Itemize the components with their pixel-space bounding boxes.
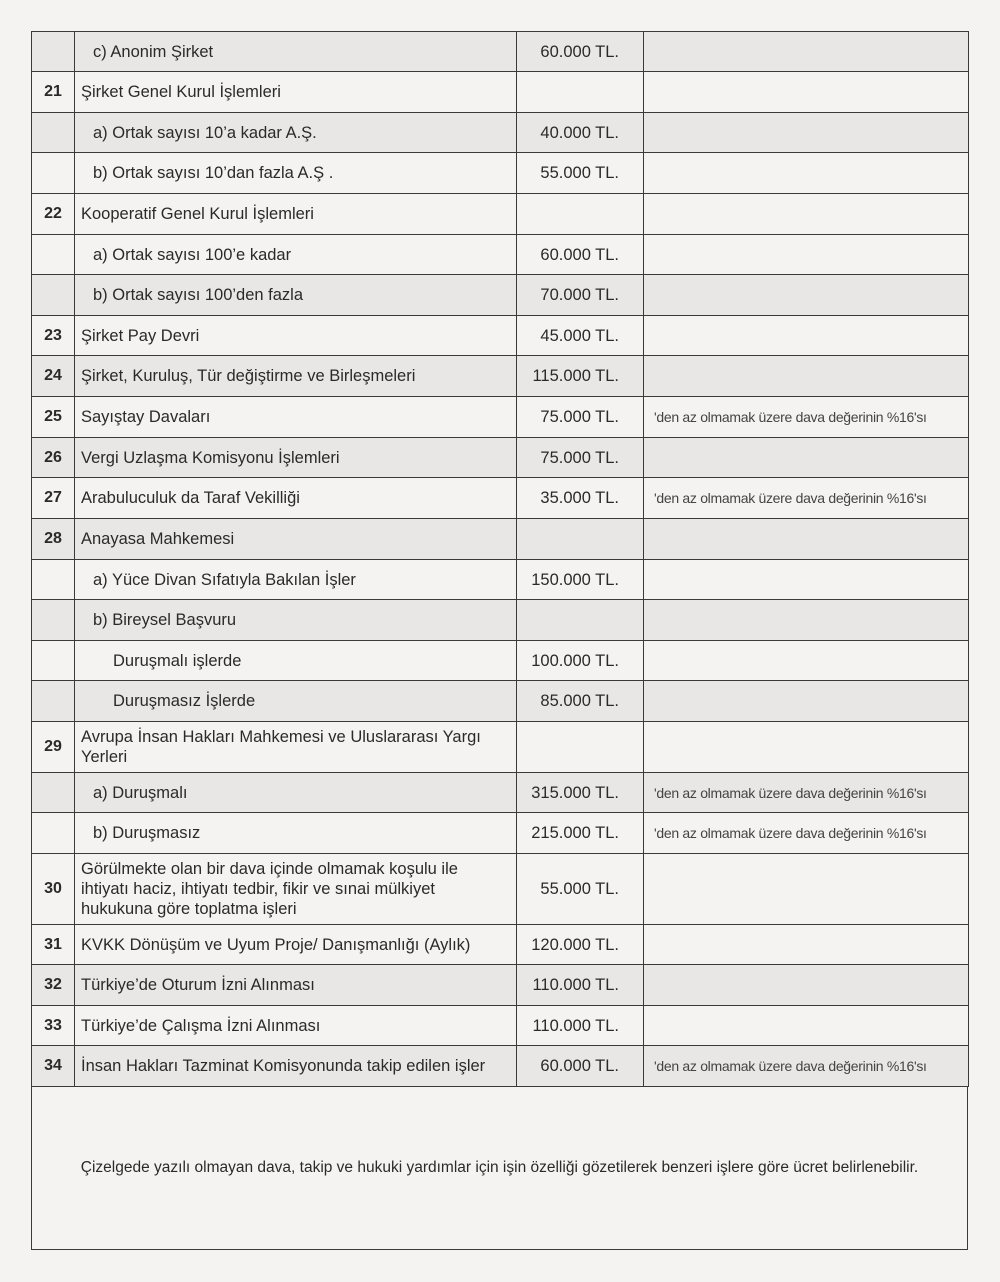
row-note: [644, 641, 969, 681]
table-row: [32, 316, 969, 356]
row-number: 24: [32, 356, 75, 397]
row-description: Duruşmasız İşlerde: [75, 681, 517, 722]
row-number: [32, 153, 75, 194]
row-amount: 60.000 TL.: [517, 1046, 644, 1087]
row-amount: 215.000 TL.: [517, 813, 644, 854]
row-amount: 35.000 TL.: [517, 478, 644, 519]
row-note: 'den az olmamak üzere dava değerinin %16'sı: [644, 397, 969, 438]
row-number: [32, 275, 75, 316]
row-amount: 70.000 TL.: [517, 275, 644, 316]
table-row: [32, 153, 969, 194]
row-description: Şirket, Kuruluş, Tür değiştirme ve Birleşmeleri: [75, 356, 517, 397]
row-amount: [517, 600, 644, 641]
row-amount: 85.000 TL.: [517, 681, 644, 722]
table-row: [32, 965, 969, 1006]
row-note: [644, 1006, 969, 1046]
table-row: [32, 478, 969, 519]
row-description: Arabuluculuk da Taraf Vekilliği: [75, 478, 517, 519]
row-description: Anayasa Mahkemesi: [75, 519, 517, 560]
row-number: 29: [32, 722, 75, 773]
fee-table-body: [32, 32, 969, 1087]
row-number: [32, 600, 75, 641]
row-number: 31: [32, 925, 75, 965]
row-number: 32: [32, 965, 75, 1006]
row-description: Görülmekte olan bir dava içinde olmamak koşulu ile ihtiyatı haciz, ihtiyatı tedbir, fikir ve sınai mülkiyet hukukuna göre toplatma işleri: [75, 854, 517, 925]
row-note: [644, 194, 969, 235]
row-description: b) Ortak sayısı 100’den fazla: [75, 275, 517, 316]
table-row: [32, 519, 969, 560]
row-amount: 115.000 TL.: [517, 356, 644, 397]
row-note: [644, 356, 969, 397]
row-description: Kooperatif Genel Kurul İşlemleri: [75, 194, 517, 235]
row-note: [644, 275, 969, 316]
row-number: [32, 560, 75, 600]
row-note: [644, 235, 969, 275]
row-number: 27: [32, 478, 75, 519]
row-description: a) Yüce Divan Sıfatıyla Bakılan İşler: [75, 560, 517, 600]
row-description: Vergi Uzlaşma Komisyonu İşlemleri: [75, 438, 517, 478]
footer-text: Çizelgede yazılı olmayan dava, takip ve hukuki yardımlar için işin özelliği gözetilerek benzeri işlere göre ücret belirlenebilir.: [80, 1159, 919, 1176]
table-row: [32, 722, 969, 773]
row-amount: 315.000 TL.: [517, 773, 644, 813]
row-note: [644, 854, 969, 925]
row-number: 26: [32, 438, 75, 478]
row-note: [644, 722, 969, 773]
table-row: [32, 773, 969, 813]
row-description: a) Ortak sayısı 10’a kadar A.Ş.: [75, 113, 517, 153]
row-description: İnsan Hakları Tazminat Komisyonunda takip edilen işler: [75, 1046, 517, 1087]
table-row: [32, 32, 969, 72]
row-note: [644, 113, 969, 153]
table-row: [32, 854, 969, 925]
row-description: a) Ortak sayısı 100’e kadar: [75, 235, 517, 275]
row-note: [644, 438, 969, 478]
row-amount: 120.000 TL.: [517, 925, 644, 965]
table-row: [32, 560, 969, 600]
table-row: [32, 275, 969, 316]
row-description: Sayıştay Davaları: [75, 397, 517, 438]
row-amount: [517, 72, 644, 113]
row-description: Avrupa İnsan Hakları Mahkemesi ve Uluslararası Yargı Yerleri: [75, 722, 517, 773]
row-description: a) Duruşmalı: [75, 773, 517, 813]
row-note: [644, 32, 969, 72]
row-number: 34: [32, 1046, 75, 1087]
row-description: Şirket Genel Kurul İşlemleri: [75, 72, 517, 113]
table-row: [32, 681, 969, 722]
row-note: 'den az olmamak üzere dava değerinin %16'sı: [644, 1046, 969, 1087]
row-amount: [517, 722, 644, 773]
row-description: KVKK Dönüşüm ve Uyum Proje/ Danışmanlığı (Aylık): [75, 925, 517, 965]
row-amount: 75.000 TL.: [517, 438, 644, 478]
table-row: [32, 813, 969, 854]
row-amount: 110.000 TL.: [517, 1006, 644, 1046]
row-amount: 60.000 TL.: [517, 32, 644, 72]
row-amount: 55.000 TL.: [517, 153, 644, 194]
table-row: [32, 356, 969, 397]
row-description: c) Anonim Şirket: [75, 32, 517, 72]
row-number: [32, 113, 75, 153]
row-amount: 40.000 TL.: [517, 113, 644, 153]
row-amount: [517, 194, 644, 235]
row-description: Türkiye’de Oturum İzni Alınması: [75, 965, 517, 1006]
footer-note: [31, 1087, 968, 1250]
table-row: [32, 194, 969, 235]
row-description: b) Bireysel Başvuru: [75, 600, 517, 641]
row-amount: 55.000 TL.: [517, 854, 644, 925]
row-note: [644, 600, 969, 641]
row-number: 22: [32, 194, 75, 235]
row-note: [644, 316, 969, 356]
row-number: 33: [32, 1006, 75, 1046]
row-amount: 100.000 TL.: [517, 641, 644, 681]
row-note: 'den az olmamak üzere dava değerinin %16'sı: [644, 773, 969, 813]
row-note: [644, 519, 969, 560]
row-note: [644, 72, 969, 113]
table-row: [32, 600, 969, 641]
row-amount: [517, 519, 644, 560]
row-description: Duruşmalı işlerde: [75, 641, 517, 681]
row-amount: 75.000 TL.: [517, 397, 644, 438]
row-note: 'den az olmamak üzere dava değerinin %16'sı: [644, 813, 969, 854]
row-note: 'den az olmamak üzere dava değerinin %16'sı: [644, 478, 969, 519]
row-description: Şirket Pay Devri: [75, 316, 517, 356]
row-amount: 45.000 TL.: [517, 316, 644, 356]
row-number: 25: [32, 397, 75, 438]
row-number: 21: [32, 72, 75, 113]
row-number: 23: [32, 316, 75, 356]
row-description: b) Duruşmasız: [75, 813, 517, 854]
table-row: [32, 438, 969, 478]
row-number: 28: [32, 519, 75, 560]
fee-table: [31, 31, 969, 1087]
row-number: [32, 32, 75, 72]
row-number: [32, 641, 75, 681]
row-amount: 110.000 TL.: [517, 965, 644, 1006]
table-row: [32, 925, 969, 965]
row-note: [644, 965, 969, 1006]
table-row: [32, 1006, 969, 1046]
row-note: [644, 681, 969, 722]
row-note: [644, 560, 969, 600]
table-row: [32, 1046, 969, 1087]
row-number: 30: [32, 854, 75, 925]
row-description: b) Ortak sayısı 10’dan fazla A.Ş .: [75, 153, 517, 194]
row-note: [644, 153, 969, 194]
table-row: [32, 397, 969, 438]
table-row: [32, 235, 969, 275]
row-number: [32, 681, 75, 722]
table-row: [32, 641, 969, 681]
row-number: [32, 235, 75, 275]
row-amount: 150.000 TL.: [517, 560, 644, 600]
row-description: Türkiye’de Çalışma İzni Alınması: [75, 1006, 517, 1046]
row-note: [644, 925, 969, 965]
table-row: [32, 113, 969, 153]
row-number: [32, 773, 75, 813]
row-amount: 60.000 TL.: [517, 235, 644, 275]
row-number: [32, 813, 75, 854]
table-row: [32, 72, 969, 113]
